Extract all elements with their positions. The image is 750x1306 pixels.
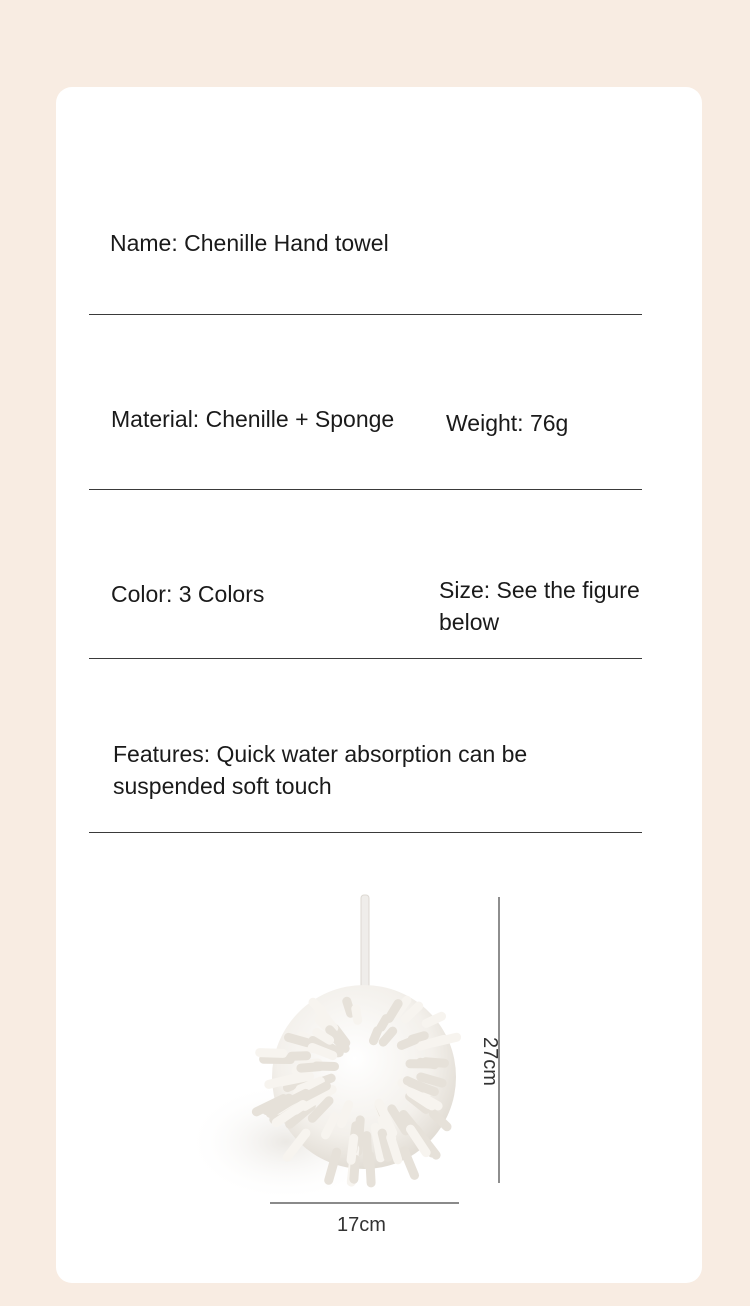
fringe-strand <box>426 1062 445 1063</box>
fringe-strand <box>279 1093 306 1107</box>
fringe-strand <box>290 1106 312 1124</box>
fringe-strand <box>413 1127 432 1153</box>
fringe-strand <box>287 1133 306 1157</box>
fringe-strand <box>410 1096 426 1109</box>
fringe-strand <box>296 1097 310 1108</box>
fringe-strand <box>411 1129 427 1153</box>
fringe-strand <box>382 1120 388 1139</box>
height-dimension-label: 27cm <box>479 1037 501 1086</box>
fringe-strand <box>317 1032 330 1040</box>
spec-card <box>56 87 702 1283</box>
fringe-strand <box>433 1037 456 1043</box>
fringe-strand <box>319 1020 334 1035</box>
fringe-strand <box>266 1098 289 1110</box>
fringe-strand <box>401 1040 415 1046</box>
divider <box>89 314 642 315</box>
fringe-strand <box>392 1109 406 1131</box>
fringe-strand <box>416 1129 436 1155</box>
fringe-strand <box>411 1093 430 1105</box>
towel-size-figure <box>56 87 702 1283</box>
fringe-strand <box>335 1029 346 1043</box>
fringe-strand <box>282 1076 310 1082</box>
fringe-strand <box>256 1099 283 1112</box>
fringe-strand <box>374 1031 378 1041</box>
fringe-strand <box>354 1159 355 1179</box>
fringe-strand <box>351 1149 355 1183</box>
spec-name: Name: Chenille Hand towel <box>110 230 389 256</box>
fringe-strand <box>391 1138 398 1160</box>
fringe-strand <box>260 1053 283 1054</box>
fringe-strand <box>301 1067 320 1069</box>
fringe-strand <box>296 1068 312 1071</box>
fringe-strand <box>300 1081 320 1089</box>
fringe-strand <box>333 1036 345 1048</box>
fringe-strand <box>383 1031 393 1042</box>
fringe-strand <box>402 1083 427 1093</box>
fringe-strand <box>276 1105 303 1123</box>
width-dimension-label: 17cm <box>337 1214 386 1236</box>
fringe-strand <box>404 1151 414 1176</box>
fringe-strand <box>313 1002 322 1011</box>
fringe-strand <box>304 1045 320 1049</box>
fringe-strand <box>302 1036 323 1046</box>
fringe-strand <box>412 1036 424 1040</box>
fringe-strand <box>319 1010 334 1028</box>
fringe-strand <box>367 1136 368 1165</box>
fringe-strand <box>329 1152 337 1180</box>
divider <box>89 489 642 490</box>
fringe-strand <box>305 1090 333 1107</box>
towel-loop <box>361 895 369 993</box>
fringe-strand <box>330 1030 343 1045</box>
fringe-strand <box>296 1096 317 1110</box>
fringe-strand <box>433 1114 447 1127</box>
fringe-strand <box>414 1093 438 1106</box>
fringe-strand <box>389 1004 398 1019</box>
fringe-strand <box>382 1133 388 1157</box>
fringe-strand <box>412 1093 432 1106</box>
fringe-strand <box>270 1101 290 1114</box>
spec-color: Color: 3 Colors <box>111 581 265 607</box>
fringe-strand <box>325 1044 340 1052</box>
fringe-strand <box>379 1106 392 1138</box>
towel-ball-illustration <box>256 985 456 1183</box>
fringe-strand <box>404 1115 425 1141</box>
fringe-strand <box>312 1101 329 1118</box>
fringe-strand <box>370 1155 372 1183</box>
fringe-strand <box>313 1041 325 1045</box>
fringe-strand <box>287 1081 303 1088</box>
fringe-strand <box>327 1048 338 1053</box>
fringe-strand <box>356 1009 358 1021</box>
fringe-strand <box>278 1098 297 1110</box>
fringe-strand <box>405 1006 418 1019</box>
fringe-strand <box>342 1105 349 1124</box>
fringe-strand <box>380 1105 388 1124</box>
spec-weight: Weight: 76g <box>446 410 569 436</box>
fringe-strand <box>353 1126 356 1151</box>
spec-features: Features: Quick water absorption can be suspended soft touch <box>113 741 528 799</box>
fringe-strand <box>347 1001 351 1013</box>
spec-size: Size: See the figure below <box>439 577 640 635</box>
fringe-strand <box>316 1066 334 1067</box>
fringe-strand <box>379 1103 393 1133</box>
fringe-strand <box>351 1138 354 1160</box>
fringe-strand <box>289 1037 308 1042</box>
divider <box>89 832 642 833</box>
fringe-strand <box>407 1081 423 1088</box>
fringe-strand <box>313 1078 332 1085</box>
fringe-strand <box>302 1063 318 1064</box>
fringe-strand <box>274 1106 294 1120</box>
fringe-strand <box>411 1083 435 1092</box>
fringe-strand <box>420 1062 434 1064</box>
fringe-strand <box>426 1016 441 1023</box>
divider <box>89 658 642 659</box>
fringe-strand <box>304 1047 317 1049</box>
spec-material: Material: Chenille + Sponge <box>111 406 395 432</box>
fringe-strand <box>326 1117 335 1135</box>
fringe-strand <box>312 1048 333 1056</box>
fringe-strand <box>269 1078 296 1084</box>
fringe-strand <box>298 1084 312 1092</box>
fringe-strand <box>305 1086 326 1097</box>
fringe-strand <box>381 1019 386 1028</box>
fringe-strand <box>421 1077 442 1083</box>
fringe-strand <box>397 1000 407 1014</box>
fringe-strand <box>375 1127 380 1157</box>
fringe-strand <box>358 1120 360 1152</box>
fringe-strand <box>420 1039 443 1046</box>
